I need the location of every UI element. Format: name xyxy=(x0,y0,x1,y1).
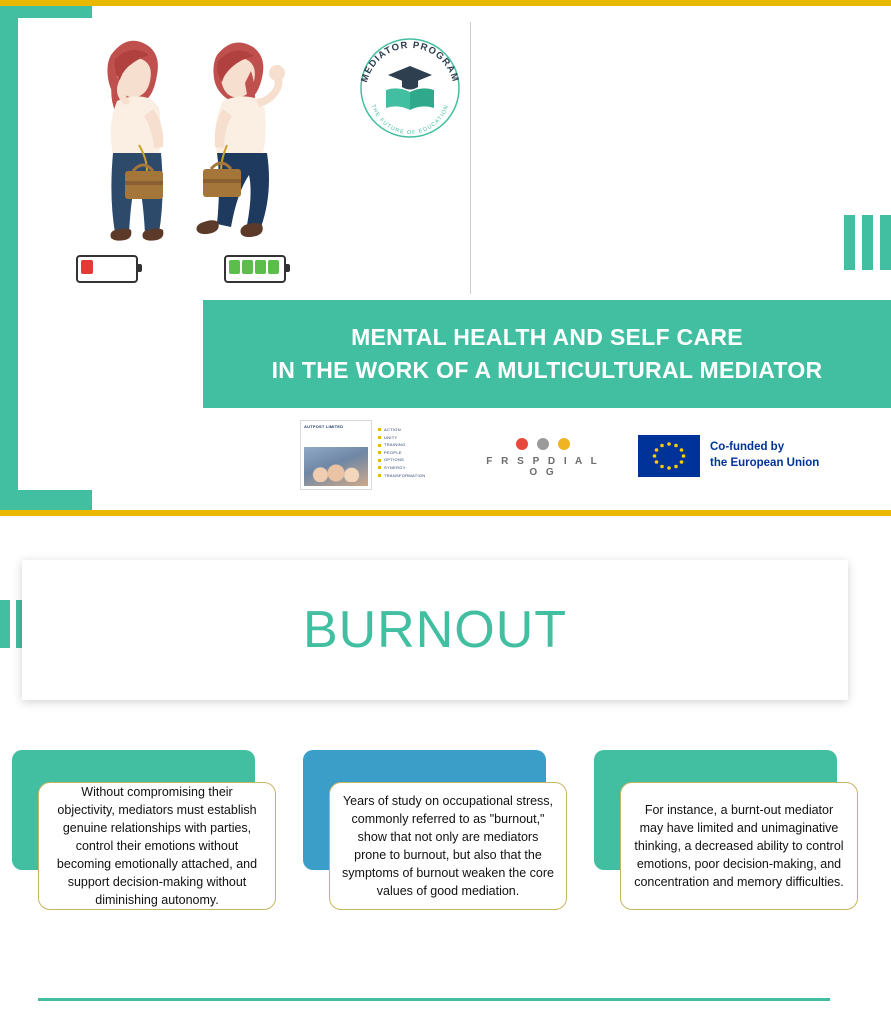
card-burnt-out-mediator-body xyxy=(620,782,858,910)
eu-funding-logo xyxy=(638,434,858,478)
autpost-logo-photo xyxy=(304,447,368,486)
card-objectivity xyxy=(12,750,258,908)
right-teal-bars xyxy=(844,215,891,270)
slide-burnout xyxy=(0,518,891,1024)
title-line-1: MENTAL HEALTH AND SELF CARE xyxy=(351,323,743,350)
eu-funding-line-2: the European Union xyxy=(710,457,820,469)
card-occupational-stress-text: Years of study on occupational stress, commonly referred to as "burnout," show that not only are mediators prone to burnout, but also that the symptoms of burnout weaken the core values of good mediation. xyxy=(342,793,554,899)
autpost-logo-values xyxy=(378,426,425,479)
eu-funding-line-1: Co-funded by xyxy=(710,441,785,454)
autpost-value: PEOPLE xyxy=(378,449,425,457)
people-illustration xyxy=(55,25,335,285)
autpost-logo xyxy=(300,420,372,490)
eu-funding-text xyxy=(710,440,819,471)
card-burnt-out-mediator-text: For instance, a burnt-out mediator may have limited and unimaginative thinking, a decreased ability to control emotions, poor decision-making, and concentration and memory difficulties. xyxy=(634,802,844,890)
svg-text:MEDIATOR PROGRAM: MEDIATOR PROGRAM xyxy=(359,39,461,84)
card-objectivity-text: Without compromising their objectivity, mediators must establish genuine relationships with parties, control their emotions without becoming emotionally attached, and support decision-making without diminishing autonomy. xyxy=(56,784,258,908)
card-objectivity-body xyxy=(38,782,276,910)
autpost-value: UNITY xyxy=(378,434,425,442)
card-occupational-stress xyxy=(303,750,554,899)
card-occupational-stress-body xyxy=(329,782,567,910)
burnout-title-card xyxy=(22,560,848,700)
burnout-cards xyxy=(0,750,891,935)
bottom-accent-bar xyxy=(0,510,891,516)
vertical-divider xyxy=(470,22,471,294)
autpost-value: TRAINING xyxy=(378,441,425,449)
sponsor-logos xyxy=(300,420,860,490)
svg-text:THE FUTURE OF EDUCATION: THE FUTURE OF EDUCATION xyxy=(369,103,451,137)
mediator-program-logo xyxy=(352,30,468,146)
frsp-dialog-logo xyxy=(483,438,603,478)
burnout-title: BURNOUT xyxy=(302,601,568,659)
eu-flag-icon xyxy=(638,435,700,477)
frsp-logo-label: F R S P D I A L O G xyxy=(486,456,600,478)
slide-title xyxy=(203,300,891,408)
autpost-value: ACTION xyxy=(378,426,425,434)
full-battery-icon xyxy=(224,255,286,283)
autpost-value: OPTIONS xyxy=(378,456,425,464)
frsp-dots-icon xyxy=(483,438,603,450)
bottom-rule xyxy=(38,998,830,1001)
top-accent-bar xyxy=(0,0,891,6)
card-burnt-out-mediator xyxy=(594,750,844,890)
autpost-value: TRANSFORMATION xyxy=(378,472,425,480)
low-battery-icon xyxy=(76,255,138,283)
autpost-logo-title: AUTPOST LIMITED xyxy=(304,424,344,429)
autpost-value: SYNERGY xyxy=(378,464,425,472)
title-line-2: IN THE WORK OF A MULTICULTURAL MEDIATOR xyxy=(271,357,823,383)
